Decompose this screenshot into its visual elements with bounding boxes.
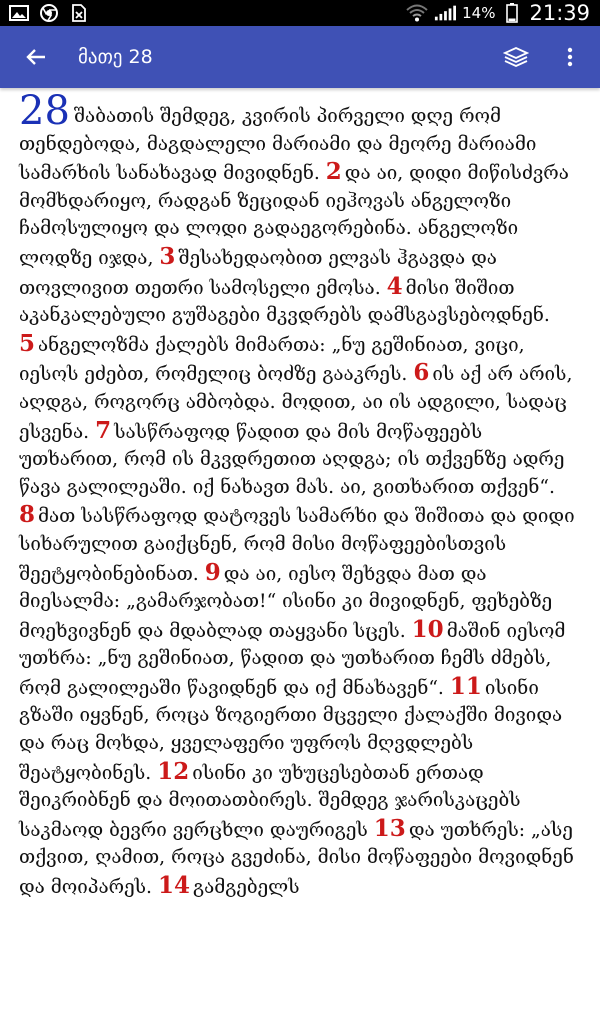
system-icons <box>406 1 600 25</box>
status-bar <box>0 0 600 26</box>
verse-number: 11 <box>449 672 482 700</box>
back-button[interactable] <box>16 37 56 77</box>
battery-icon <box>501 4 523 22</box>
verse-text: ისინი კი უხუცესებთან ერთად შეიკრიბნენ და მოითათბირეს. შემდეგ ჯარისკაცებს საკმაოდ ბევრი ვერცხლი დაურიგეს <box>19 762 521 841</box>
verse-text: მათ სასწრაფოდ დატოვეს სამარხი და შიშითა და დიდი სიხარულით გაიქცნენ, რომ მისი მოწაფეებისთვის შეეტყობინებინათ. <box>19 506 575 585</box>
verse-text: და უთხრეს: „ასე თქვით, ღამით, როცა გვეძინა, მისი მოწაფეები მოვიდნენ და მოიპარეს. <box>19 819 574 899</box>
verse-text: შესახედაობით ელვას ჰგავდა და თოვლივით თეთრი სამოსელი ემოსა. <box>19 247 497 299</box>
verse-number: 12 <box>157 757 190 785</box>
wifi-icon <box>406 4 428 22</box>
app-bar <box>0 26 600 88</box>
app-bar-actions <box>496 37 600 77</box>
verse-number: 10 <box>411 615 444 643</box>
signal-icon <box>434 4 456 22</box>
verse-text: და აი, დიდი მიწისძვრა მომხდარიყო, რადგან ზეციდან იეჰოვას ანგელოზი ჩამოსულიყო და ლოდი გადაეგორებინა. ანგელოზი ლოდზე იჯდა, <box>19 163 569 269</box>
battery-percent: 14% <box>462 4 496 22</box>
verse-text: და აი, იესო შეხვდა მათ და მიესალმა: „გამარჯობათ!“ ისინი კი მივიდნენ, ფეხებზე მოეხვივნენ და მდაბლად თაყვანი სცეს. <box>19 563 553 642</box>
verse[interactable] <box>19 416 565 498</box>
back-arrow-icon <box>26 48 46 66</box>
books-button[interactable] <box>496 37 536 77</box>
verse-text: ის აქ არ არის, აღდგა, როგორც ამბობდა. მოდით, აი ის ადგილი, სადაც ესვენა. <box>19 364 573 443</box>
more-options-button[interactable] <box>550 37 590 77</box>
verse-number: 8 <box>19 501 36 529</box>
verse-number: 9 <box>204 558 221 586</box>
verse-number: 14 <box>158 872 191 900</box>
clock: 21:39 <box>529 1 590 25</box>
verse-text: ანგელოზმა ქალებს მიმართა: „ნუ გეშინიათ, ვიცი, იესოს ეძებთ, რომელიც ბოძზე გააკრეს. <box>19 334 525 386</box>
notification-icons <box>0 4 90 22</box>
verse-number: 6 <box>413 359 430 387</box>
books-icon <box>503 46 529 68</box>
verse-number: 3 <box>159 242 176 270</box>
verse-number: 2 <box>325 158 342 186</box>
verse-text: მისი შიშით აკანკალებული გუშაგები მკვდრებს დამსგავსებოდნენ. <box>19 277 550 327</box>
verse-text: მაშინ იესომ უთხრა: „ნუ გეშინიათ, წადით და უთხარით ჩემს ძმებს, რომ გალილეაში წავიდნენ და იქ მნახავენ“. <box>19 620 566 699</box>
verse-text: სასწრაფოდ წადით და მის მოწაფეებს უთხარით, რომ ის მკვდრეთით აღდგა; ის თქვენზე ადრე წავა გალილეაში. იქ ნახავთ მას. აი, გითხარით თქვენ“. <box>19 421 565 498</box>
verse-number: 13 <box>373 814 406 842</box>
chrome-icon <box>38 4 60 22</box>
chapter-text <box>19 88 579 902</box>
verse-text: გამგებელს <box>193 877 300 899</box>
verse-text: შაბათის შემდეგ, კვირის პირველი დღე რომ თენდებოდა, მაგდალელი მარიამი და მეორე მარიამი სამარხის სანახავად მივიდნენ. <box>19 106 537 185</box>
image-icon <box>8 4 30 22</box>
more-vert-icon <box>567 47 573 67</box>
verse-number: 4 <box>386 272 403 300</box>
verse-text: ისინი გზაში იყვნენ, როცა ზოგიერთი მცველი ქალაქში მივიდა და რაც მოხდა, ყველაფერი უფროს მღვდლებს შეატყობინეს. <box>19 677 563 784</box>
verse-number: 7 <box>95 416 112 444</box>
verse-number: 5 <box>19 329 36 357</box>
no-sim-icon <box>68 4 90 22</box>
chapter-number: 28 <box>19 88 70 134</box>
page-title: მათე 28 <box>78 46 153 68</box>
verse[interactable] <box>158 872 300 900</box>
